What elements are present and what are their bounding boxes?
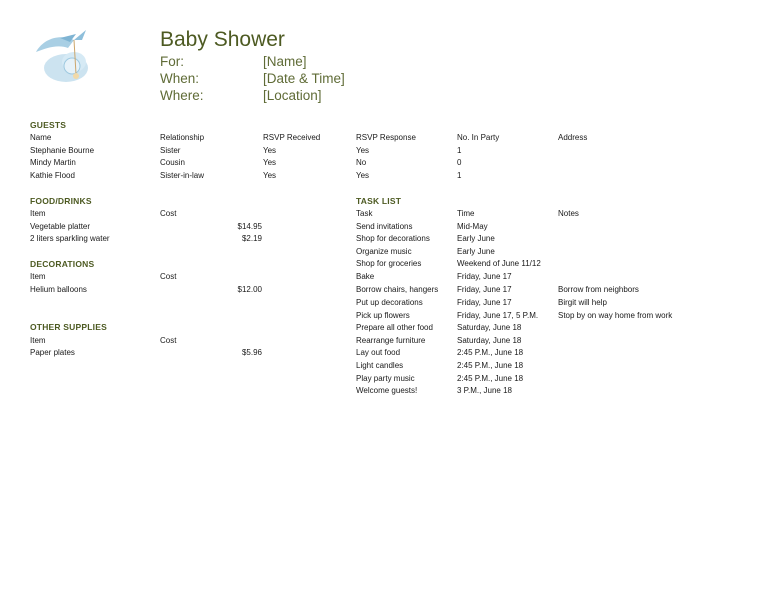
guests-col-rsvp-response: RSVP Response	[356, 133, 416, 142]
when-value: [Date & Time]	[263, 71, 345, 86]
task-name: Rearrange furniture	[356, 336, 426, 345]
guest-rsvp-received: Yes	[263, 171, 277, 180]
guests-col-rsvp-received: RSVP Received	[263, 133, 321, 142]
task-name: Bake	[356, 272, 375, 281]
guests-col-address: Address	[558, 133, 588, 142]
task-time: Weekend of June 11/12	[457, 259, 541, 268]
guest-party-count: 1	[457, 171, 462, 180]
guest-name: Mindy Martin	[30, 158, 76, 167]
task-name: Prepare all other food	[356, 323, 433, 332]
supplies-section-title: OTHER SUPPLIES	[30, 322, 107, 332]
for-label: For:	[160, 54, 185, 69]
tasks-col-time: Time	[457, 209, 475, 218]
task-name: Pick up flowers	[356, 311, 410, 320]
for-value: [Name]	[263, 54, 307, 69]
task-time: 2:45 P.M., June 18	[457, 361, 524, 370]
task-name: Welcome guests!	[356, 386, 418, 395]
guest-name: Kathie Flood	[30, 171, 75, 180]
food-item: Vegetable platter	[30, 222, 91, 231]
supplies-col-cost: Cost	[160, 336, 177, 345]
guests-col-relationship: Relationship	[160, 133, 205, 142]
decoration-item: Helium balloons	[30, 285, 87, 294]
supplies-col-item: Item	[30, 336, 46, 345]
task-name: Play party music	[356, 374, 415, 383]
task-time: Early June	[457, 247, 495, 256]
decorations-col-item: Item	[30, 272, 46, 281]
task-time: Friday, June 17	[457, 285, 512, 294]
task-name: Lay out food	[356, 348, 401, 357]
task-time: Saturday, June 18	[457, 323, 522, 332]
food-cost: $14.95	[237, 222, 262, 231]
task-time: 2:45 P.M., June 18	[457, 348, 524, 357]
tasks-section-title: TASK LIST	[356, 196, 402, 206]
task-notes: Stop by on way home from work	[558, 311, 673, 320]
task-time: Early June	[457, 234, 495, 243]
task-time: Friday, June 17, 5 P.M.	[457, 311, 539, 320]
where-value: [Location]	[263, 88, 322, 103]
where-label: Where:	[160, 88, 204, 103]
task-time: Friday, June 17	[457, 298, 512, 307]
task-notes: Borrow from neighbors	[558, 285, 639, 294]
supply-item: Paper plates	[30, 348, 75, 357]
task-time: Friday, June 17	[457, 272, 512, 281]
task-time: Mid-May	[457, 222, 488, 231]
supply-cost: $5.96	[241, 348, 262, 357]
decoration-cost: $12.00	[237, 285, 262, 294]
task-time: 3 P.M., June 18	[457, 386, 512, 395]
decorations-col-cost: Cost	[160, 272, 177, 281]
task-notes: Birgit will help	[558, 298, 607, 307]
guest-rsvp-response: Yes	[356, 171, 370, 180]
guest-rsvp-received: Yes	[263, 158, 277, 167]
guest-rsvp-response: No	[356, 158, 367, 167]
guest-party-count: 0	[457, 158, 462, 167]
guest-relationship: Sister	[160, 146, 181, 155]
guests-col-party: No. In Party	[457, 133, 500, 142]
tasks-col-notes: Notes	[558, 209, 579, 218]
guest-name: Stephanie Bourne	[30, 146, 95, 155]
guests-section-title: GUESTS	[30, 120, 67, 130]
task-name: Send invitations	[356, 222, 413, 231]
task-time: Saturday, June 18	[457, 336, 522, 345]
decorations-section-title: DECORATIONS	[30, 259, 95, 269]
tasks-col-task: Task	[356, 209, 373, 218]
food-col-item: Item	[30, 209, 46, 218]
page-title: Baby Shower	[160, 28, 285, 51]
food-col-cost: Cost	[160, 209, 177, 218]
food-cost: $2.19	[241, 234, 262, 243]
when-label: When:	[160, 71, 200, 86]
task-time: 2:45 P.M., June 18	[457, 374, 524, 383]
stork-logo-icon	[30, 28, 96, 86]
guest-relationship: Sister-in-law	[160, 171, 205, 180]
food-section-title: FOOD/DRINKS	[30, 196, 92, 206]
task-name: Organize music	[356, 247, 412, 256]
guests-col-name: Name	[30, 133, 52, 142]
task-name: Borrow chairs, hangers	[356, 285, 439, 294]
task-name: Shop for groceries	[356, 259, 422, 268]
guest-rsvp-received: Yes	[263, 146, 277, 155]
task-name: Put up decorations	[356, 298, 423, 307]
guest-party-count: 1	[457, 146, 462, 155]
food-item: 2 liters sparkling water	[30, 234, 110, 243]
guest-rsvp-response: Yes	[356, 146, 370, 155]
task-name: Shop for decorations	[356, 234, 430, 243]
guest-relationship: Cousin	[160, 158, 185, 167]
task-name: Light candles	[356, 361, 404, 370]
